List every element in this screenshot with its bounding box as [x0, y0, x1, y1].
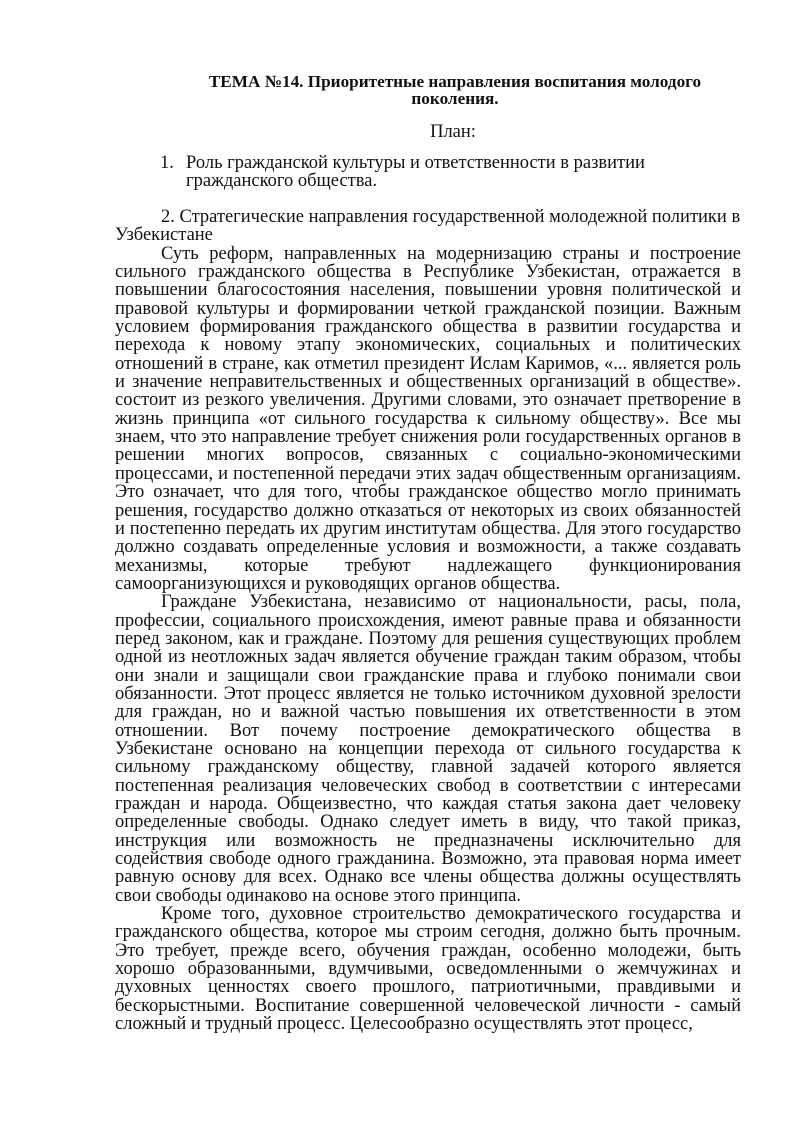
paragraph-2: Граждане Узбекистана, независимо от национальности, расы, пола, профессии, социального происхождения, имеют равные права и обязанности перед законом, как и граждане. Поэтому для решения существующих проблем одной из неотложных задач является обучение граждан таким образом, чтобы они знали и защищали свои гражданские права и глубоко понимали свои обязанности. Этот процесс является не только источником духовной зрелости для граждан, но и важной частью повышения их ответственности в этом отношении. Вот почему построение демократического общества в Узбекистане основано на концепции перехода от сильного государства к сильному гражданскому обществу, главной задачей которого является постепенная реализация человеческих свобод в соответствии с интересами граждан и народа. Общеизвестно, что каждая статья закона дает человеку определенные свободы. Однако следует иметь в виду, что такой приказ, инструкция или возможность не предназначены исключительно для содействия свободе одного гражданина. Возможно, эта правовая норма имеет равную основу для всех. Однако все члены общества должны осуществлять свои свободы одинаково на основе этого принципа.: [115, 592, 741, 906]
plan-list: [160, 155, 720, 190]
paragraph-3: Кроме того, духовное строительство демократического государства и гражданского общества, которое мы строим сегодня, должно быть прочным. Это требует, прежде всего, обучения граждан, особенно молодежи, быть хорошо образованными, вдумчивыми, осведомленными о жемчужинах и духовных ценностях своего прошлого, патриотичными, правдивыми и бескорыстными. Воспитание совершенной человеческой личности - самый сложный и трудный процесс. Целесообразно осуществлять этот процесс,: [115, 904, 741, 1035]
plan-item-number: 1.: [160, 153, 174, 173]
document-title: ТЕМА №14. Приоритетные направления воспитания молодого поколения.: [208, 72, 702, 108]
plan-item-text: Роль гражданской культуры и ответственности в развитии гражданского общества.: [186, 153, 645, 191]
plan-item-2: 2. Стратегические направления государственной молодежной политики в Узбекистане: [115, 207, 741, 246]
document-body: [115, 208, 741, 1033]
paragraph-1: Суть реформ, направленных на модернизацию страны и построение сильного гражданского общества в Республике Узбекистан, отражается в повышении благосостояния населения, повышении уровня политической и правовой культуры и формировании четкой гражданской позиции. Важным условием формирования гражданского общества в развитии государства и перехода к новому этапу экономических, социальных и политических отношений в стране, как отметил президент Ислам Каримов, «... является роль и значение неправительственных и общественных организаций в обществе». состоит из резкого увеличения. Другими словами, это означает претворение в жизнь принципа «от сильного государства к сильному обществу». Все мы знаем, что это направление требует снижения роли государственных органов в решении многих вопросов, связанных с социально-экономическими процессами, и постепенной передачи этих задач общественным организациям. Это означает, что для того, чтобы гражданское общество могло принимать решения, государство должно отказаться от некоторых из своих обязанностей и постепенно передать их другим институтам общества. Для этого государство должно создавать определенные условия и возможности, а также создавать механизмы, которые требуют надлежащего функционирования самоорганизующихся и руководящих органов общества.: [115, 243, 741, 594]
plan-heading: План:: [430, 122, 476, 142]
plan-item-1: [160, 155, 720, 190]
